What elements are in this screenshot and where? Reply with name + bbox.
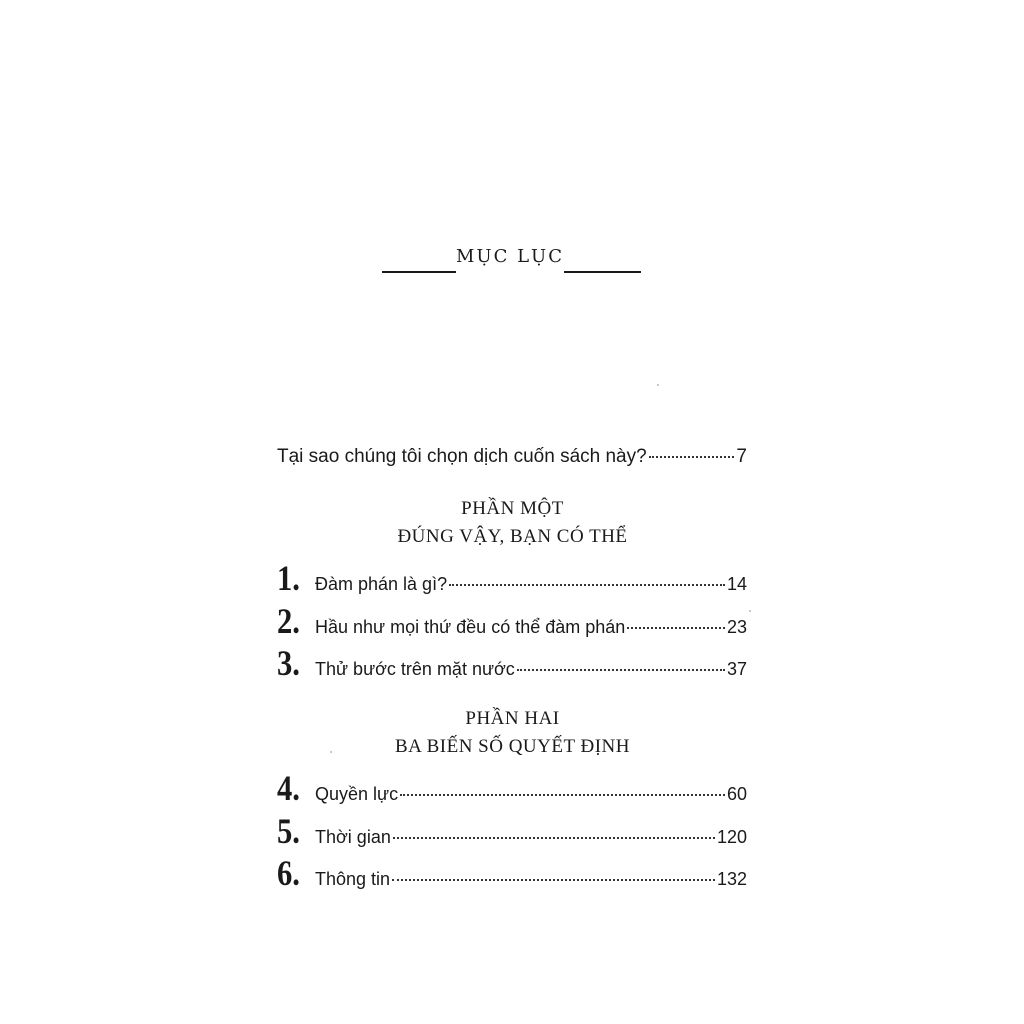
dot-leader bbox=[517, 669, 725, 671]
part-one-subtitle: ĐÚNG VẬY, BẠN CÓ THỂ bbox=[397, 526, 628, 547]
dot-leader bbox=[400, 794, 725, 796]
heading-rule-left bbox=[382, 271, 456, 273]
toc-entry-chapter-2[interactable] bbox=[277, 603, 747, 643]
chapter-page-number: 132 bbox=[716, 869, 747, 889]
intro-page-number: 7 bbox=[736, 446, 747, 467]
heading-rule-right bbox=[564, 271, 641, 273]
scan-speck bbox=[657, 384, 659, 386]
toc-entry-intro[interactable] bbox=[277, 446, 747, 472]
toc-entry-chapter-1[interactable] bbox=[277, 560, 747, 600]
chapter-label: Thời gian bbox=[315, 827, 391, 847]
chapter-label: Hầu như mọi thứ đều có thể đàm phán bbox=[315, 617, 626, 637]
part-two-subtitle: BA BIẾN SỐ QUYẾT ĐỊNH bbox=[395, 736, 630, 757]
chapter-number: 2. bbox=[277, 601, 300, 641]
chapter-label: Thông tin bbox=[315, 869, 391, 889]
part-one-title: PHẦN MỘT bbox=[461, 498, 564, 519]
dot-leader bbox=[649, 456, 735, 458]
dot-leader bbox=[449, 584, 725, 586]
chapter-label: Thử bước trên mặt nước bbox=[315, 659, 515, 679]
toc-entry-chapter-3[interactable] bbox=[277, 645, 747, 685]
intro-label: Tại sao chúng tôi chọn dịch cuốn sách này? bbox=[277, 446, 647, 467]
chapter-page-number: 120 bbox=[716, 827, 747, 847]
chapter-number: 4. bbox=[277, 768, 300, 808]
chapter-number: 1. bbox=[277, 558, 300, 598]
chapter-number: 5. bbox=[277, 811, 300, 851]
chapter-page-number: 37 bbox=[726, 659, 747, 679]
part-two-title: PHẦN HAI bbox=[465, 708, 560, 729]
toc-entry-chapter-6[interactable] bbox=[277, 855, 747, 895]
toc-title: MỤC LỤC bbox=[456, 246, 564, 267]
dot-leader bbox=[393, 837, 715, 839]
chapter-page-number: 60 bbox=[726, 784, 747, 804]
toc-entry-chapter-5[interactable] bbox=[277, 813, 747, 853]
chapter-label: Quyền lực bbox=[315, 784, 399, 804]
dot-leader bbox=[627, 627, 725, 629]
chapter-label: Đàm phán là gì? bbox=[315, 574, 448, 594]
scan-speck bbox=[749, 610, 751, 612]
chapter-page-number: 14 bbox=[726, 574, 747, 594]
chapter-number: 6. bbox=[277, 853, 300, 893]
toc-entry-chapter-4[interactable] bbox=[277, 770, 747, 810]
scan-speck bbox=[330, 751, 332, 753]
dot-leader bbox=[392, 879, 715, 881]
chapter-number: 3. bbox=[277, 643, 300, 683]
chapter-page-number: 23 bbox=[726, 617, 747, 637]
toc-heading bbox=[382, 246, 641, 276]
